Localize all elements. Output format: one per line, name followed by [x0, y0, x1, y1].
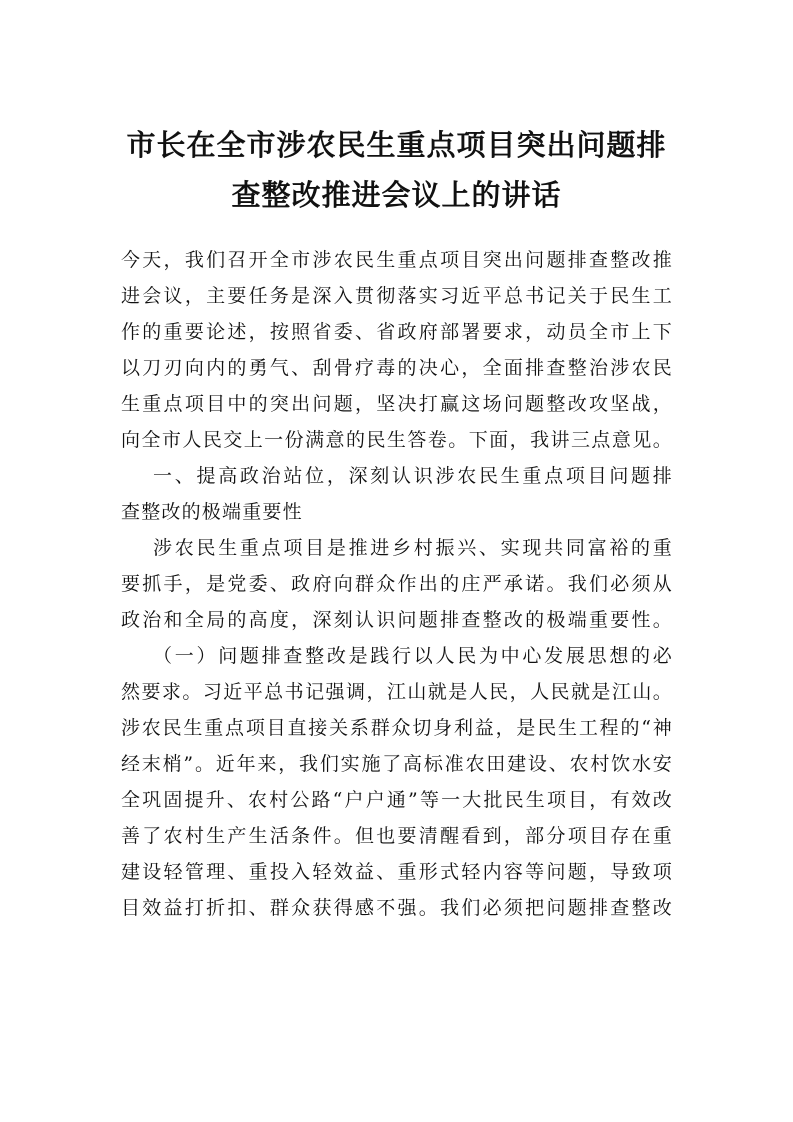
document-title-line-1: 市长在全市涉农民生重点项目突出问题排 [126, 128, 667, 162]
document-title-line-2: 查整改推进会议上的讲话 [231, 178, 562, 212]
body-line: 目效益打折扣、群众获得感不强。我们必须把问题排查整改 [121, 897, 673, 919]
body-line: 作的重要论述，按照省委、省政府部署要求，动员全市上下 [121, 321, 673, 343]
body-line: 以刀刃向内的勇气、刮骨疗毒的决心，全面排查整治涉农民 [121, 357, 673, 379]
body-line: 要抓手，是党委、政府向群众作出的庄严承诺。我们必须从 [121, 573, 673, 595]
body-line: 生重点项目中的突出问题，坚决打赢这场问题整改攻坚战， [121, 393, 673, 415]
body-line: 全巩固提升、农村公路“户户通”等一大批民生项目，有效改 [121, 789, 673, 811]
section-heading-line: 一、提高政治站位，深刻认识涉农民生重点项目问题排 [153, 465, 673, 487]
document-body [121, 242, 673, 926]
body-line: 建设轻管理、重投入轻效益、重形式轻内容等问题，导致项 [121, 861, 673, 883]
section-heading-line: 查整改的极端重要性 [121, 501, 303, 523]
body-line: 涉农民生重点项目直接关系群众切身利益，是民生工程的“神 [121, 717, 673, 739]
body-line: 向全市人民交上一份满意的民生答卷。下面，我讲三点意见。 [121, 429, 673, 451]
body-line: 政治和全局的高度，深刻认识问题排查整改的极端重要性。 [121, 609, 673, 631]
subsection-line: （一）问题排查整改是践行以人民为中心发展思想的必 [153, 645, 673, 667]
body-line: 今天，我们召开全市涉农民生重点项目突出问题排查整改推 [121, 249, 673, 271]
body-line: 然要求。习近平总书记强调，江山就是人民，人民就是江山。 [121, 681, 673, 703]
body-line: 善了农村生产生活条件。但也要清醒看到，部分项目存在重 [121, 825, 673, 847]
body-line: 进会议，主要任务是深入贯彻落实习近平总书记关于民生工 [121, 285, 673, 307]
body-line: 经末梢”。近年来，我们实施了高标准农田建设、农村饮水安 [121, 753, 673, 775]
body-line: 涉农民生重点项目是推进乡村振兴、实现共同富裕的重 [153, 537, 673, 559]
